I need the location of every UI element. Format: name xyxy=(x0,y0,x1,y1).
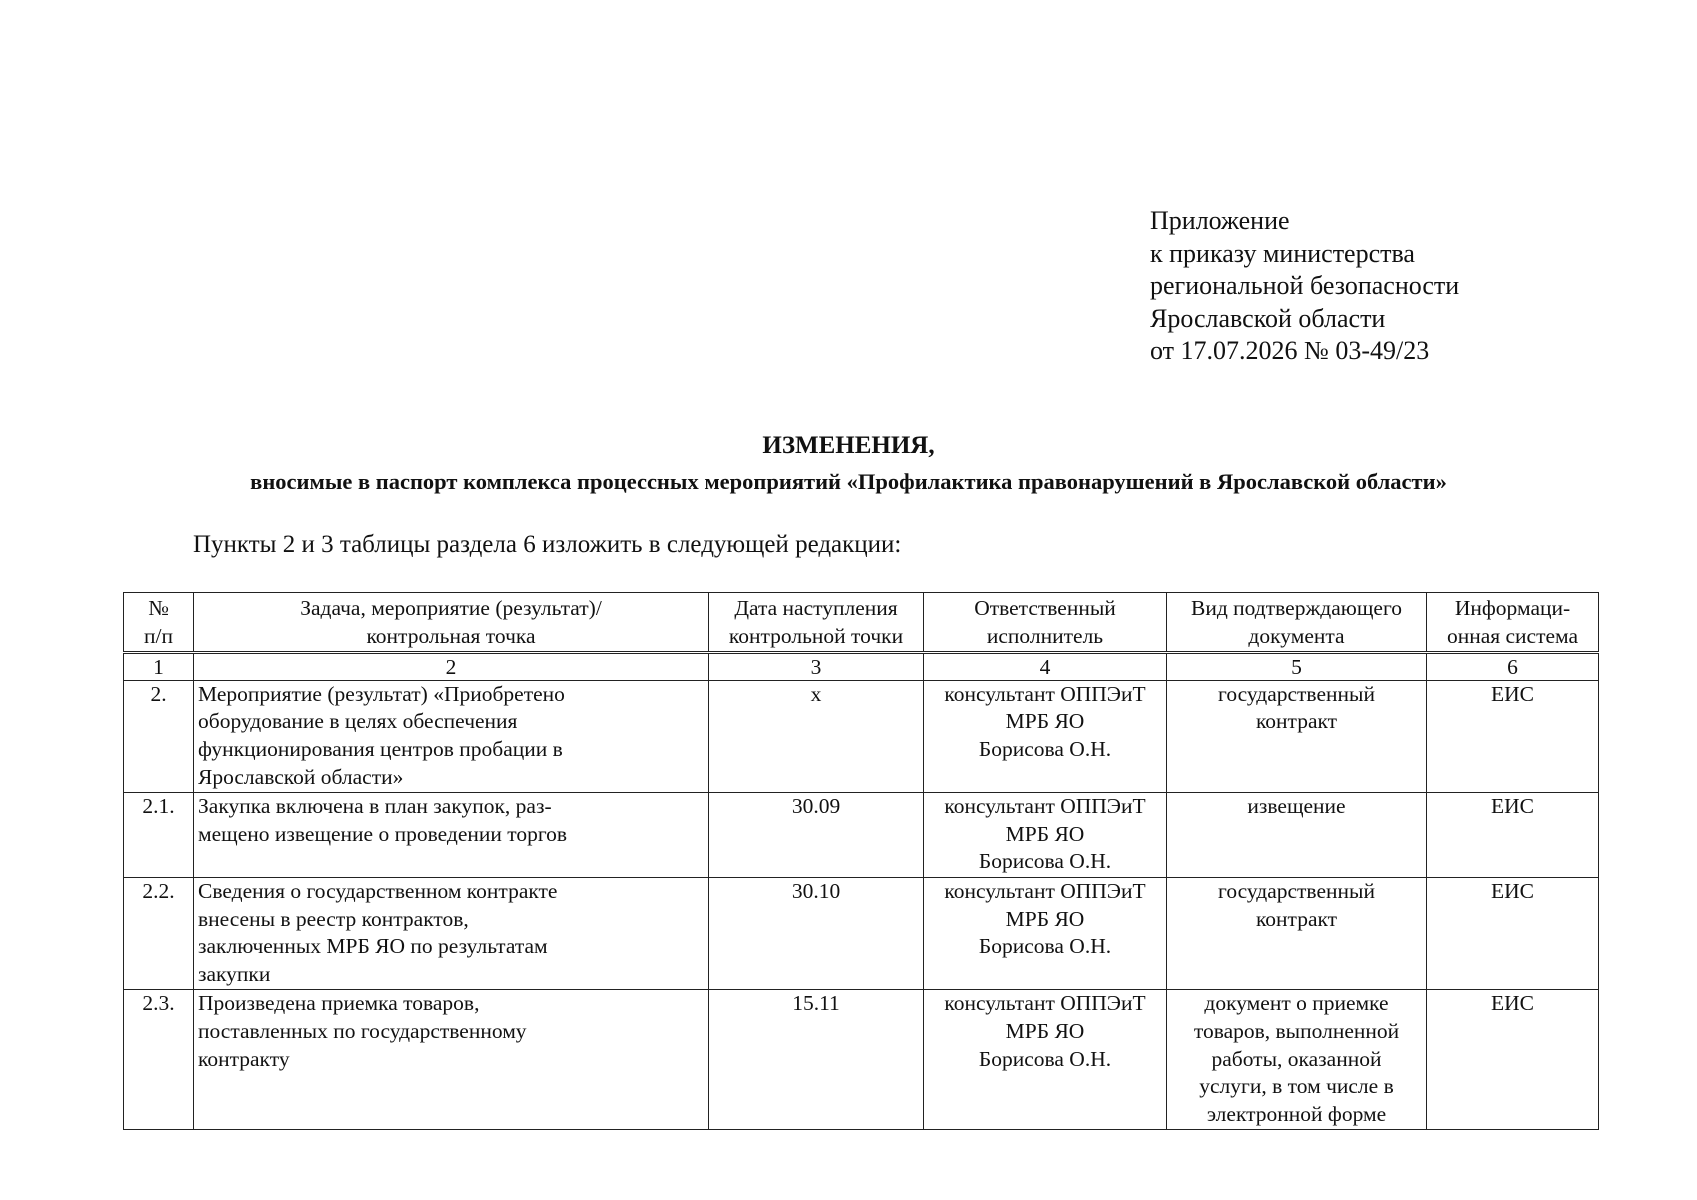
row-system: ЕИС xyxy=(1427,680,1599,792)
row-number: 2.2. xyxy=(124,877,194,989)
row-system: ЕИС xyxy=(1427,877,1599,989)
intro-paragraph: Пункты 2 и 3 таблицы раздела 6 изложить в следующей редакции: xyxy=(193,531,902,558)
row-responsible: консультант ОППЭиТ МРБ ЯО Борисова О.Н. xyxy=(924,680,1167,792)
column-number: 4 xyxy=(924,652,1167,680)
row-number: 2.3. xyxy=(124,989,194,1129)
column-number: 6 xyxy=(1427,652,1599,680)
row-system: ЕИС xyxy=(1427,792,1599,877)
row-date: 30.10 xyxy=(709,877,924,989)
appendix-line: к приказу министерства xyxy=(1150,238,1415,268)
table-header-row xyxy=(124,593,1599,653)
column-number: 5 xyxy=(1167,652,1427,680)
column-number-row xyxy=(124,652,1599,680)
header-date: Дата наступления контрольной точки xyxy=(709,593,924,653)
table-row xyxy=(124,792,1599,877)
row-date: x xyxy=(709,680,924,792)
row-system: ЕИС xyxy=(1427,989,1599,1129)
header-system: Информаци- онная система xyxy=(1427,593,1599,653)
row-number: 2.1. xyxy=(124,792,194,877)
row-date: 30.09 xyxy=(709,792,924,877)
row-responsible: консультант ОППЭиТ МРБ ЯО Борисова О.Н. xyxy=(924,877,1167,989)
appendix-line: Приложение xyxy=(1150,206,1290,235)
appendix-block xyxy=(1150,205,1459,368)
row-task: Закупка включена в план закупок, раз- мещено извещение о проведении торгов xyxy=(194,792,709,877)
column-number: 1 xyxy=(124,652,194,680)
appendix-line: от 17.07.2026 № 03-49/23 xyxy=(1150,336,1430,365)
column-number: 3 xyxy=(709,652,924,680)
row-task: Сведения о государственном контракте внесены в реестр контрактов, заключенных МРБ ЯО по результатам закупки xyxy=(194,877,709,989)
table-row xyxy=(124,877,1599,989)
column-number: 2 xyxy=(194,652,709,680)
table-row xyxy=(124,989,1599,1129)
row-responsible: консультант ОППЭиТ МРБ ЯО Борисова О.Н. xyxy=(924,792,1167,877)
row-responsible: консультант ОППЭиТ МРБ ЯО Борисова О.Н. xyxy=(924,989,1167,1129)
row-document: извещение xyxy=(1167,792,1427,877)
row-date: 15.11 xyxy=(709,989,924,1129)
appendix-line: Ярославской области xyxy=(1150,303,1386,333)
header-task: Задача, мероприятие (результат)/ контрольная точка xyxy=(194,593,709,653)
row-document: государственный контракт xyxy=(1167,680,1427,792)
appendix-line: региональной безопасности xyxy=(1150,271,1460,300)
document-title: ИЗМЕНЕНИЯ, xyxy=(762,432,935,459)
document-subtitle: вносимые в паспорт комплекса процессных мероприятий «Профилактика правонарушений в Ярославской области» xyxy=(250,469,1447,494)
header-document: Вид подтверждающего документа xyxy=(1167,593,1427,653)
row-task: Произведена приемка товаров, поставленных по государственному контракту xyxy=(194,989,709,1129)
row-task: Мероприятие (результат) «Приобретено оборудование в целях обеспечения функционирования центров пробации в Ярославской области» xyxy=(194,680,709,792)
changes-table xyxy=(123,592,1599,1130)
header-num: № п/п xyxy=(124,593,194,653)
row-number: 2. xyxy=(124,680,194,792)
row-document: государственный контракт xyxy=(1167,877,1427,989)
row-document: документ о приемке товаров, выполненной работы, оказанной услуги, в том числе в электронной форме xyxy=(1167,989,1427,1129)
table-row xyxy=(124,680,1599,792)
header-responsible: Ответственный исполнитель xyxy=(924,593,1167,653)
